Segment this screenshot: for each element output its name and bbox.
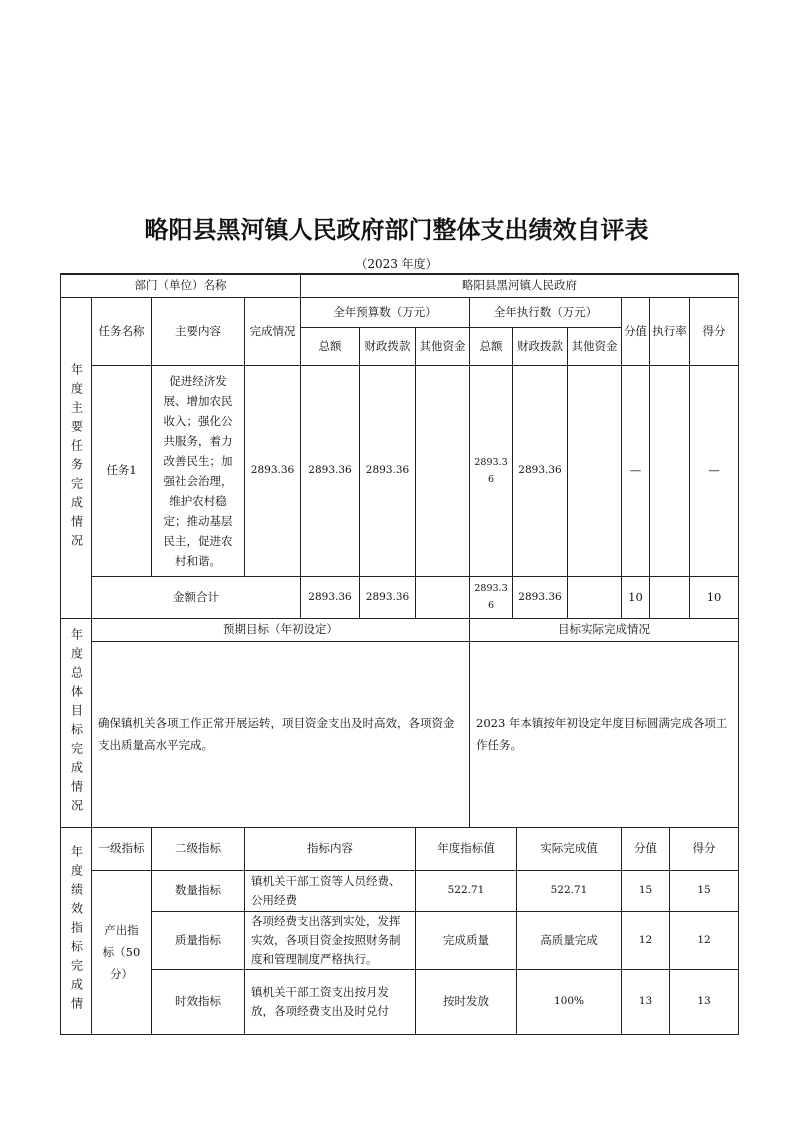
hdr-budget-fiscal: 财政拨款 <box>360 327 416 365</box>
hdr-exec-total: 总额 <box>470 327 513 365</box>
kpi-hdr-score: 得分 <box>670 827 739 870</box>
task-name: 任务1 <box>92 365 152 576</box>
hdr-budget-other: 其他资金 <box>416 327 470 365</box>
subtitle-year: （2023 年度） <box>355 257 438 271</box>
sum-exec-other <box>568 576 622 618</box>
kpi-target: 按时发放 <box>416 969 517 1034</box>
sum-budget-total: 2893.36 <box>301 576 360 618</box>
expected-header: 预期目标（年初设定） <box>92 618 470 641</box>
kpi-level1: 产出指标（50分） <box>92 870 152 1034</box>
kpi-hdr-level2: 二级指标 <box>152 827 245 870</box>
kpi-target: 完成质量 <box>416 911 517 969</box>
table-row <box>61 969 739 1034</box>
task-score: — <box>690 365 739 576</box>
actual-header: 目标实际完成情况 <box>470 618 739 641</box>
kpi-content: 镇机关干部工资等人员经费、公用经费 <box>245 870 416 911</box>
exec-total: 2893.36 <box>470 365 513 576</box>
dept-value: 略阳县黑河镇人民政府 <box>301 274 739 297</box>
budget-other <box>416 365 470 576</box>
kpi-score: 13 <box>670 969 739 1034</box>
kpi-value: 12 <box>622 911 670 969</box>
kpi-target: 522.71 <box>416 870 517 911</box>
kpi-content: 镇机关干部工资支出按月发放，各项经费支出及时兑付 <box>245 969 416 1034</box>
kpi-hdr-content: 指标内容 <box>245 827 416 870</box>
kpi-score: 15 <box>670 870 739 911</box>
hdr-task-name: 任务名称 <box>92 297 152 365</box>
sum-score: 10 <box>690 576 739 618</box>
kpi-actual: 100% <box>517 969 622 1034</box>
task-content: 促进经济发展、增加农民收入；强化公共服务，着力改善民生；加强社会治理，维护农村稳定；推动基层民主，促进农村和谐。 <box>152 365 245 576</box>
kpi-hdr-target: 年度指标值 <box>416 827 517 870</box>
kpi-hdr-actual: 实际完成值 <box>517 827 622 870</box>
table-row-sum <box>61 576 739 618</box>
kpi-value: 13 <box>622 969 670 1034</box>
table-row <box>61 911 739 969</box>
form-container <box>60 273 738 1035</box>
kpi-level2: 质量指标 <box>152 911 245 969</box>
kpi-score: 12 <box>670 911 739 969</box>
kpi-actual: 522.71 <box>517 870 622 911</box>
task-exec-rate <box>650 365 690 576</box>
actual-goal: 2023 年本镇按年初设定年度目标圆满完成各项工作任务。 <box>470 641 739 827</box>
exec-other <box>568 365 622 576</box>
kpi-side-label: 年度绩效指标完成情 <box>61 827 92 1034</box>
sum-exec-rate <box>650 576 690 618</box>
kpi-actual: 高质量完成 <box>517 911 622 969</box>
task-table <box>60 273 739 619</box>
sum-score-value: 10 <box>622 576 650 618</box>
tasks-side-label: 年度主要任务完成情况 <box>61 297 92 618</box>
hdr-exec-other: 其他资金 <box>568 327 622 365</box>
goals-table <box>60 618 739 828</box>
dept-label: 部门（单位）名称 <box>61 274 301 297</box>
sum-budget-fiscal: 2893.36 <box>360 576 416 618</box>
hdr-content: 主要内容 <box>152 297 245 365</box>
sum-label: 金额合计 <box>92 576 301 618</box>
hdr-completion: 完成情况 <box>245 297 301 365</box>
hdr-score: 得分 <box>690 297 739 365</box>
kpi-level2: 时效指标 <box>152 969 245 1034</box>
hdr-execution: 全年执行数（万元） <box>470 297 622 327</box>
budget-total: 2893.36 <box>301 365 360 576</box>
task-score-value: — <box>622 365 650 576</box>
table-row <box>61 365 739 576</box>
hdr-exec-rate: 执行率 <box>650 297 690 365</box>
sum-exec-fiscal: 2893.36 <box>513 576 568 618</box>
page-title: 略阳县黑河镇人民政府部门整体支出绩效自评表 <box>144 216 649 244</box>
exec-fiscal: 2893.36 <box>513 365 568 576</box>
kpi-value: 15 <box>622 870 670 911</box>
goals-side-label: 年度总体目标完成情况 <box>61 618 92 827</box>
budget-fiscal: 2893.36 <box>360 365 416 576</box>
hdr-budget-total: 总额 <box>301 327 360 365</box>
hdr-exec-fiscal: 财政拨款 <box>513 327 568 365</box>
sum-budget-other <box>416 576 470 618</box>
table-row <box>61 870 739 911</box>
hdr-score-value: 分值 <box>622 297 650 365</box>
kpi-table <box>60 827 739 1035</box>
task-completion: 2893.36 <box>245 365 301 576</box>
kpi-hdr-value: 分值 <box>622 827 670 870</box>
kpi-level2: 数量指标 <box>152 870 245 911</box>
kpi-content: 各项经费支出落到实处，发挥实效，各项目资金按照财务制度和管理制度严格执行。 <box>245 911 416 969</box>
expected-goal: 确保镇机关各项工作正常开展运转，项目资金支出及时高效，各项资金支出质量高水平完成。 <box>92 641 470 827</box>
kpi-hdr-level1: 一级指标 <box>92 827 152 870</box>
sum-exec-total: 2893.36 <box>470 576 513 618</box>
hdr-budget: 全年预算数（万元） <box>301 297 470 327</box>
